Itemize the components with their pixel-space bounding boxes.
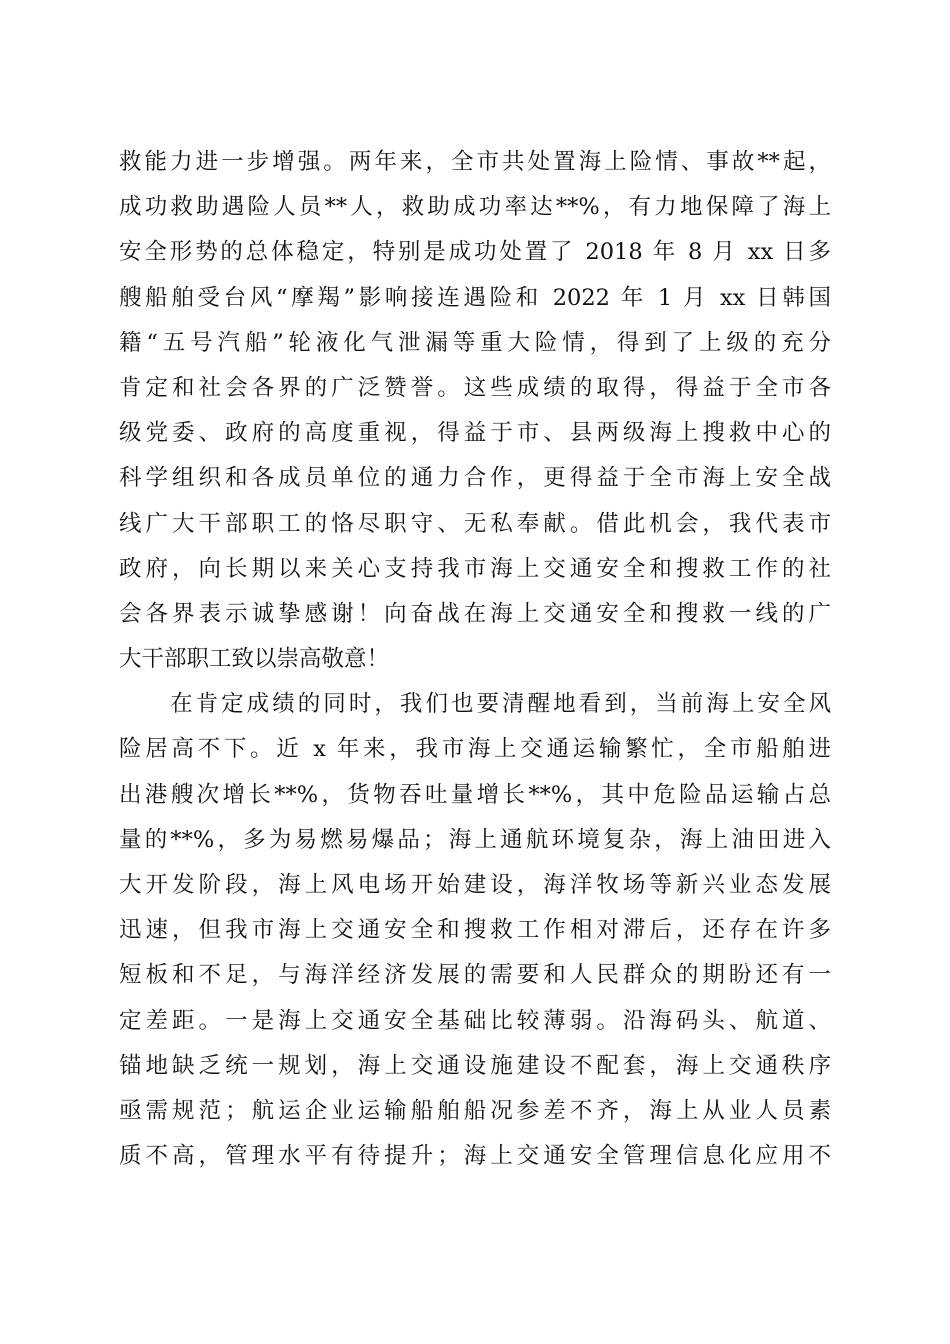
text-line: 救能力进一步增强。两年来，全市共处置海上险情、事故**起，: [119, 149, 831, 175]
text-line: 量的**%，多为易燃易爆品；海上通航环境复杂，海上油田进入: [119, 826, 831, 853]
text-line: 定差距。一是海上交通安全基础比较薄弱。沿海码头、航道、: [119, 1007, 831, 1034]
text-line: 锚地缺乏统一规划，海上交通设施建设不配套，海上交通秩序: [119, 1052, 831, 1079]
text-line: 迅速，但我市海上交通安全和搜救工作相对滞后，还存在许多: [119, 917, 831, 944]
text-line: 政府，向长期以来关心支持我市海上交通安全和搜救工作的社: [119, 555, 831, 582]
text-line: 成功救助遇险人员**人，救助成功率达**%，有力地保障了海上: [119, 194, 831, 221]
text-line: 险居高不下。近 x 年来，我市海上交通运输繁忙，全市船舶进: [119, 736, 831, 763]
text-line: 肯定和社会各界的广泛赞誉。这些成绩的取得，得益于全市各: [119, 374, 831, 401]
text-line: 亟需规范；航运企业运输船舶船况参差不齐，海上从业人员素: [119, 1097, 831, 1124]
body-text: [119, 140, 831, 1179]
text-line: 短板和不足，与海洋经济发展的需要和人民群众的期盼还有一: [119, 962, 831, 989]
text-line: 在肯定成绩的同时，我们也要清醒地看到，当前海上安全风: [119, 691, 831, 718]
text-line: 出港艘次增长**%，货物吞吐量增长**%，其中危险品运输占总: [119, 781, 831, 808]
text-line: 艘船舶受台风“摩羯”影响接连遇险和 2022 年 1 月 xx 日韩国: [119, 284, 831, 311]
text-line: 质不高，管理水平有待提升；海上交通安全管理信息化应用不: [119, 1143, 831, 1170]
text-line: 会各界表示诚挚感谢！向奋战在海上交通安全和搜救一线的广: [119, 600, 831, 627]
text-line: 大开发阶段，海上风电场开始建设，海洋牧场等新兴业态发展: [119, 872, 831, 898]
text-line: 科学组织和各成员单位的通力合作，更得益于全市海上安全战: [119, 465, 831, 492]
text-line: 安全形势的总体稳定，特别是成功处置了 2018 年 8 月 xx 日多: [119, 239, 831, 266]
text-line: 线广大干部职工的恪尽职守、无私奉献。借此机会，我代表市: [119, 510, 831, 537]
text-line: 级党委、政府的高度重视，得益于市、县两级海上搜救中心的: [119, 420, 831, 447]
text-line: 籍“五号汽船”轮液化气泄漏等重大险情，得到了上级的充分: [119, 329, 831, 356]
text-line: 大干部职工致以崇高敬意！: [119, 646, 390, 673]
